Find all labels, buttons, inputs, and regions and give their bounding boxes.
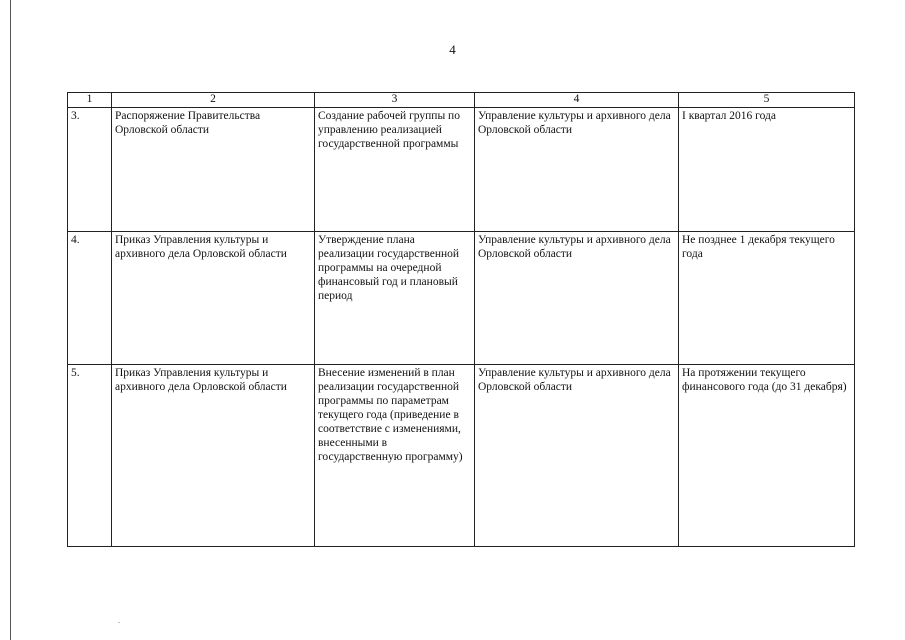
deadline-cell: I квартал 2016 года — [679, 108, 855, 232]
responsible-cell: Управление культуры и архивного дела Орловской области — [475, 232, 679, 365]
header-col-1: 1 — [68, 93, 112, 108]
action-cell: Внесение изменений в план реализации государственной программы по параметрам текущего года (приведение в соответствие с изменениями, внесенными в государственную программу) — [315, 365, 475, 547]
table-header-row — [68, 93, 855, 108]
header-col-3: 3 — [315, 93, 475, 108]
deadline-cell: На протяжении текущего финансового года (до 31 декабря) — [679, 365, 855, 547]
document-cell: Приказ Управления культуры и архивного дела Орловской области — [112, 365, 315, 547]
row-number-cell: 3. — [68, 108, 112, 232]
deadline-cell: Не позднее 1 декабря текущего года — [679, 232, 855, 365]
schedule-table — [67, 92, 855, 547]
page-left-edge-line — [10, 0, 11, 640]
header-col-2: 2 — [112, 93, 315, 108]
table-row — [68, 365, 855, 547]
responsible-cell: Управление культуры и архивного дела Орловской области — [475, 108, 679, 232]
header-col-4: 4 — [475, 93, 679, 108]
document-cell: Приказ Управления культуры и архивного дела Орловской области — [112, 232, 315, 365]
action-cell: Создание рабочей группы по управлению реализацией государственной программы — [315, 108, 475, 232]
table-row — [68, 232, 855, 365]
page-number: 4 — [449, 42, 456, 57]
document-cell: Распоряжение Правительства Орловской области — [112, 108, 315, 232]
action-cell: Утверждение плана реализации государственной программы на очередной финансовый год и плановый период — [315, 232, 475, 365]
table-row — [68, 108, 855, 232]
responsible-cell: Управление культуры и архивного дела Орловской области — [475, 365, 679, 547]
header-col-5: 5 — [679, 93, 855, 108]
row-number-cell: 4. — [68, 232, 112, 365]
scan-speck — [118, 622, 120, 623]
row-number-cell: 5. — [68, 365, 112, 547]
